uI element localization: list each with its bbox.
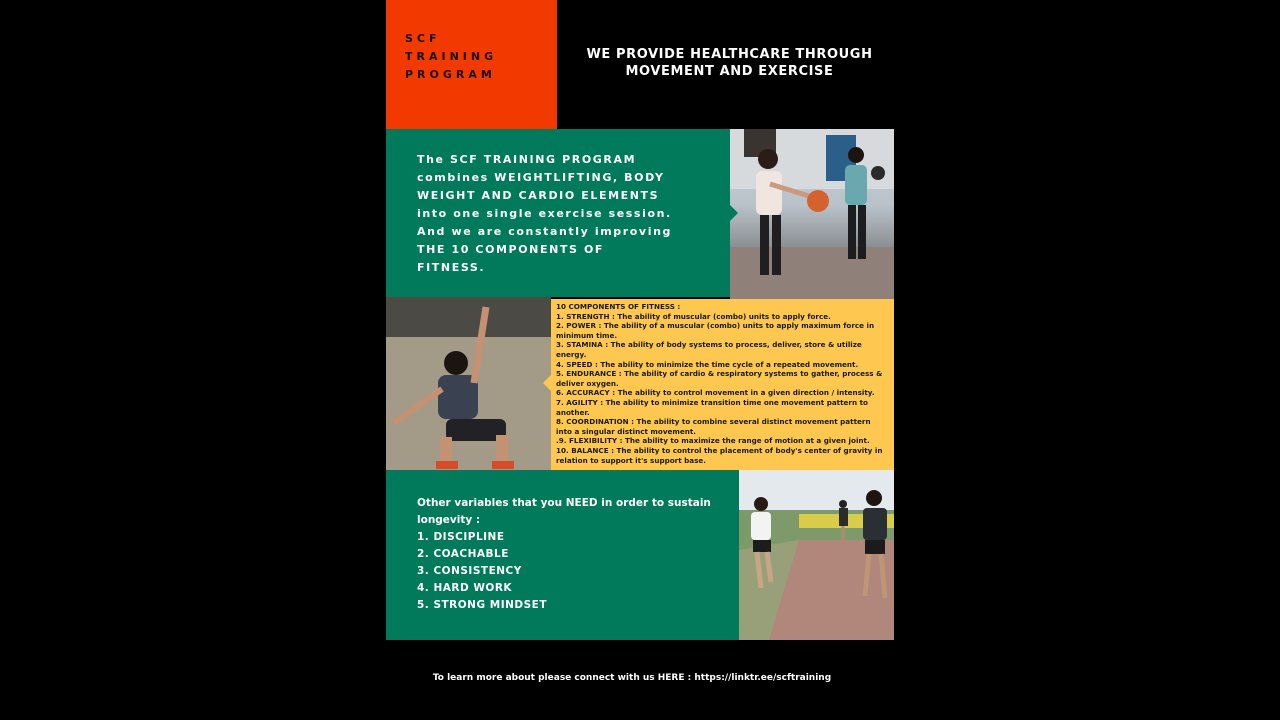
variables-heading-line-2: longevity : <box>417 514 481 526</box>
component-item: 5. ENDURANCE : The ability of cardio & respiratory systems to gather, process & deliver oxygen. <box>556 369 883 388</box>
intro-line: into one single exercise session. <box>417 207 672 220</box>
pointer-arrow <box>730 205 738 221</box>
variable-item: 5. STRONG MINDSET <box>417 599 548 611</box>
running-photo-illustration <box>739 470 894 640</box>
logo-block <box>386 0 557 129</box>
fitness-components-list <box>556 302 889 465</box>
component-item: 4. SPEED : The ability to minimize the time cycle of a repeated movement. <box>556 359 859 369</box>
variable-item: 1. DISCIPLINE <box>417 531 505 543</box>
component-item: 10. BALANCE : The ability to control the placement of body's center of gravity in relation to support it's support base. <box>556 445 883 465</box>
variables-text <box>417 495 727 614</box>
intro-line: WEIGHT AND CARDIO ELEMENTS <box>417 189 660 202</box>
fitness-components-panel <box>551 299 894 470</box>
logo-line-1: SCF <box>405 32 441 45</box>
kettlebell-training-photo <box>730 129 894 299</box>
variable-item: 4. HARD WORK <box>417 582 513 594</box>
poster <box>386 0 894 640</box>
tagline <box>557 46 902 80</box>
component-item: 3. STAMINA : The ability of body systems to process, deliver, store & utilize energy. <box>556 340 862 359</box>
intro-line: FITNESS. <box>417 261 486 274</box>
tagline-line-2: MOVEMENT AND EXERCISE <box>625 64 834 79</box>
intro-line: THE 10 COMPONENTS OF <box>417 243 605 256</box>
intro-line: And we are constantly improving <box>417 225 672 238</box>
squat-training-photo <box>386 297 551 470</box>
footer-link-text[interactable]: To learn more about please connect with us HERE : https://linktr.ee/scftraining <box>432 673 832 683</box>
pointer-arrow <box>543 375 551 391</box>
variables-list <box>417 529 727 614</box>
component-item: 1. STRENGTH : The ability of muscular (combo) units to apply force. <box>556 311 831 321</box>
variables-heading-line-1: Other variables that you NEED in order to sustain <box>417 497 711 509</box>
running-group-photo <box>739 470 894 640</box>
component-item: 8. COORDINATION : The ability to combine several distinct movement pattern into a singular distinct movement. <box>556 417 871 436</box>
variable-item: 3. CONSISTENCY <box>417 565 522 577</box>
logo-line-3: PROGRAM <box>405 68 496 81</box>
program-logo <box>405 30 497 84</box>
component-item: .9. FLEXIBILITY : The ability to maximize the range of motion at a given joint. <box>556 436 870 446</box>
logo-line-2: TRAINING <box>405 50 498 63</box>
variable-item: 2. COACHABLE <box>417 548 509 560</box>
squat-photo-illustration <box>386 297 551 470</box>
component-item: 7. AGILITY : The ability to minimize transition time one movement pattern to another. <box>556 397 868 417</box>
intro-line: The SCF TRAINING PROGRAM <box>417 153 637 166</box>
kettlebell-photo-illustration <box>730 129 894 299</box>
tagline-line-1: WE PROVIDE HEALTHCARE THROUGH <box>586 47 873 62</box>
intro-line: combines WEIGHTLIFTING, BODY <box>417 171 665 184</box>
component-item: 6. ACCURACY : The ability to control movement in a given direction / intensity. <box>556 388 875 398</box>
intro-text <box>417 151 717 277</box>
components-heading: 10 COMPONENTS OF FITNESS : <box>556 302 681 311</box>
variables-panel <box>386 470 739 640</box>
component-item: 2. POWER : The ability of a muscular (combo) units to apply maximum force in minimum time. <box>556 321 875 340</box>
